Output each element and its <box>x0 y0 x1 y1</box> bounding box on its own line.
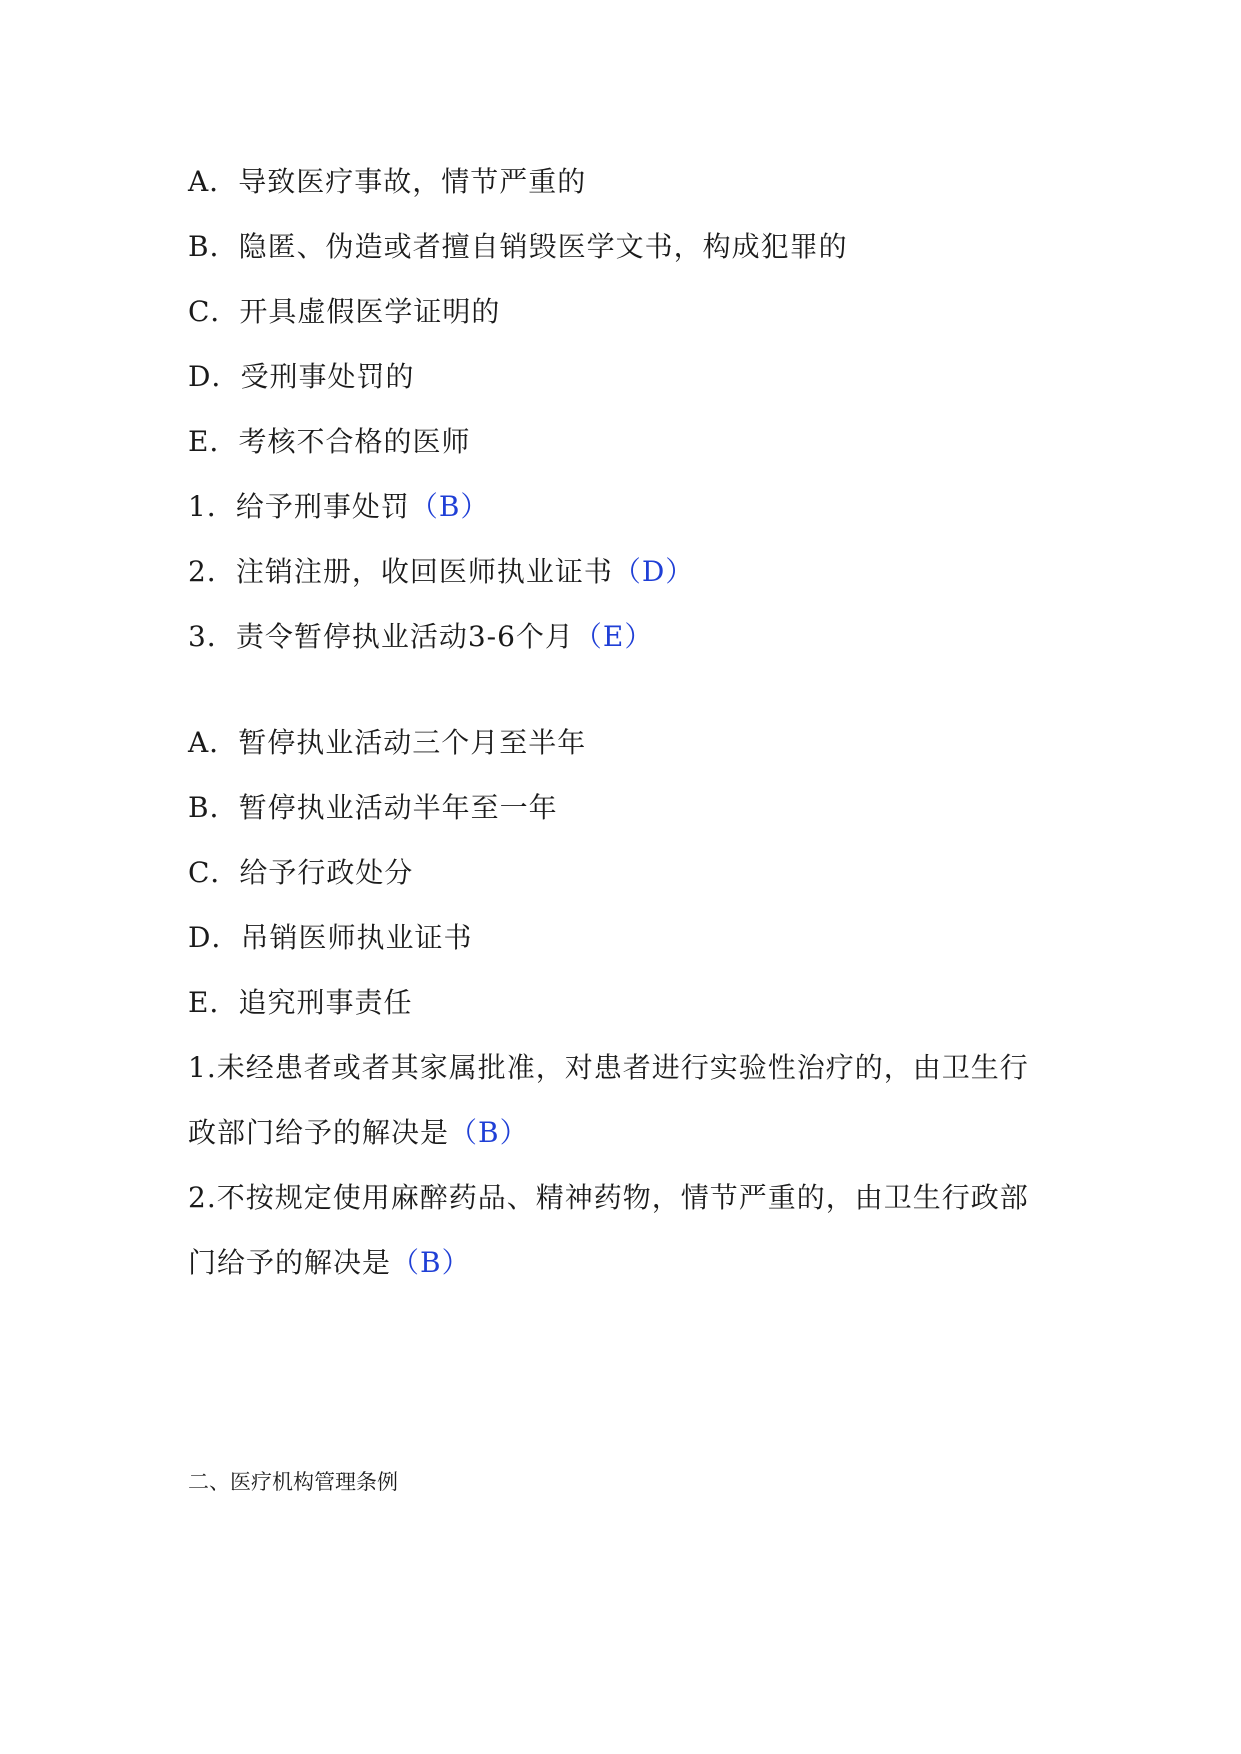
question-text: 1．给予刑事处罚 <box>188 490 410 523</box>
g1-question-1 <box>188 489 489 525</box>
g1-question-2 <box>188 554 694 590</box>
answer-label: （E） <box>573 620 654 653</box>
g1-question-3 <box>188 619 653 655</box>
g2-option-e: E．追究刑事责任 <box>188 986 413 1019</box>
g2-question-1-line2 <box>188 1115 529 1151</box>
question-text: 门给予的解决是 <box>188 1246 392 1279</box>
g2-question-1-line1: 1.未经患者或者其家属批准，对患者进行实验性治疗的，由卫生行 <box>188 1051 1029 1084</box>
g2-question-2-line2 <box>188 1245 471 1281</box>
answer-label: （D） <box>612 555 695 588</box>
answer-label: （B） <box>391 1246 471 1279</box>
g1-option-d: D．受刑事处罚的 <box>188 360 415 393</box>
g2-option-d: D．吊销医师执业证书 <box>188 921 473 954</box>
answer-label: （B） <box>409 490 490 523</box>
g2-question-2-line1: 2.不按规定使用麻醉药品、精神药物，情节严重的，由卫生行政部 <box>188 1181 1029 1214</box>
g1-option-b: B．隐匿、伪造或者擅自销毁医学文书，构成犯罪的 <box>188 230 848 263</box>
document-page <box>188 0 1068 1754</box>
g2-option-a: A．暂停执业活动三个月至半年 <box>188 726 587 759</box>
g1-option-e: E．考核不合格的医师 <box>188 425 471 458</box>
question-text: 2．注销注册，收回医师执业证书 <box>188 555 613 588</box>
question-text: 3．责令暂停执业活动3-6个月 <box>188 620 574 653</box>
answer-label: （B） <box>449 1116 529 1149</box>
g1-option-a: A．导致医疗事故，情节严重的 <box>188 165 587 198</box>
g2-option-b: B．暂停执业活动半年至一年 <box>188 791 558 824</box>
g1-option-c: C．开具虚假医学证明的 <box>188 295 501 328</box>
g2-option-c: C．给予行政处分 <box>188 856 414 889</box>
question-text: 政部门给予的解决是 <box>188 1116 450 1149</box>
section-heading: 二、医疗机构管理条例 <box>188 1470 398 1494</box>
